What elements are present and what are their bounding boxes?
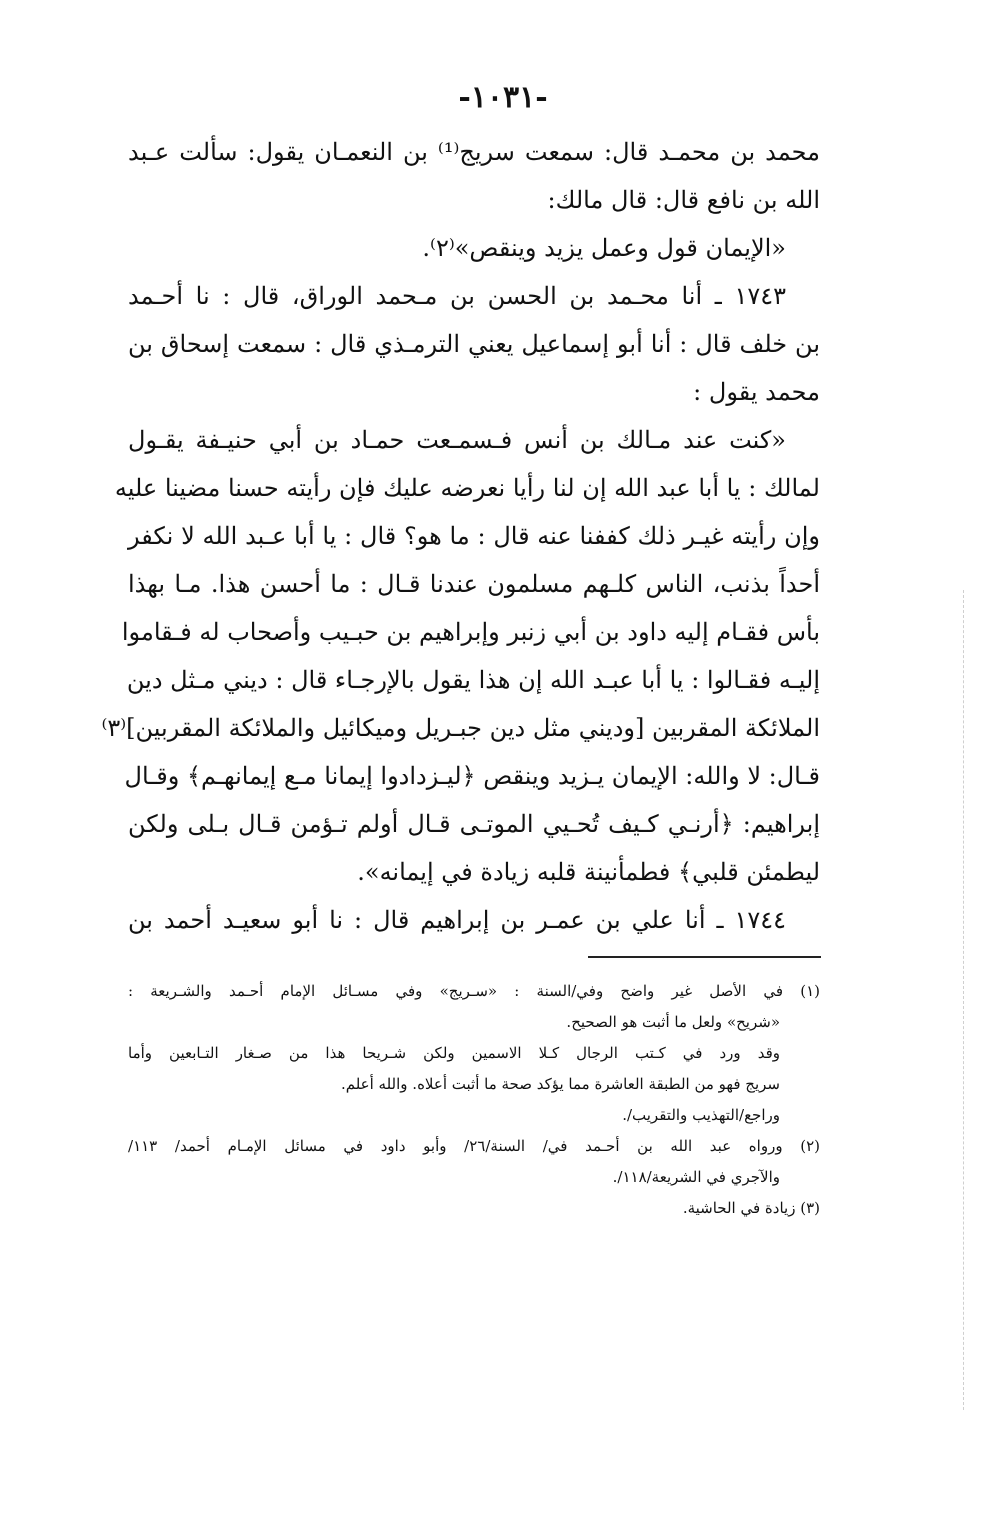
footnote-line: سريج فهو من الطبقة العاشرة مما يؤكد صحة ما أثبت أعلاه. والله أعلم. — [340, 1075, 780, 1093]
footnotes — [128, 976, 820, 1224]
text-line: «كنت عند مـالك بن أنس فـسمـعت حمـاد بن أبي حنيـفة يقـول — [128, 426, 786, 454]
footnote-line: «شريح» ولعل ما أثبت هو الصحيح. — [566, 1013, 780, 1031]
text-line: محمد يقول : — [693, 378, 820, 406]
text-line: وإن رأيته غيـر ذلك كففنا عنه قال : ما هو؟ قال : يا أبا عـبد الله لا نكفر — [128, 522, 820, 550]
text-line: أحداً بذنب، الناس كلـهم مسلمون عندنا قـال : ما أحسن هذا. مـا بهذا — [128, 570, 820, 598]
footnote-divider — [588, 956, 821, 958]
text-line: محمد بن محمـد قال: سمعت سريج⁽¹⁾ بن النعمـان يقول: سألت عـبد — [128, 138, 820, 166]
text-line: الله بن نافع قال: قال مالك: — [547, 186, 820, 214]
text-line: قـال: لا والله: الإيمان يـزيد وينقص ﴿ليـزدادوا إيمانا مـع إيمانهـم﴾ وقـال — [124, 762, 820, 790]
footnote-line: (١) في الأصل غير واضح وفي/السنة : «سـريج» وفي مسـائل الإمام أحـمد والشـريعة : — [128, 982, 820, 1000]
text-line: إليـه فقـالوا : يا أبا عبـد الله إن هذا يقول بالإرجـاء قال : ديني مـثل دين — [126, 666, 820, 694]
page-edge-line — [963, 590, 965, 1410]
text-line: لمالك : يا أبا عبد الله إن لنا رأيا نعرضه عليك فإن رأيته حسنا مضينا عليه — [114, 474, 820, 502]
text-line: ١٧٤٣ ـ أنا محـمد بن الحسن بن مـحمد الوراق، قال : نا أحـمد — [128, 282, 786, 310]
footnote-line: (٢) ورواه عبد الله بن أحـمد في/ السنة/٢٦/ وأبو داود في مسائل الإمـام أحمد/ ١١٣/ — [128, 1137, 820, 1155]
text-line: بن خلف قال : أنا أبو إسماعيل يعني الترمـذي قال : سمعت إسحاق بن — [128, 330, 820, 358]
footnote-line: (٣) زيادة في الحاشية. — [682, 1199, 820, 1217]
text-line: «الإيمان قول وعمل يزيد وينقص»⁽٢⁾. — [422, 234, 786, 262]
main-text — [101, 128, 820, 944]
page-number: -١٠٣١- — [458, 80, 548, 115]
text-line: الملائكة المقربين [وديني مثل دين جبـريل وميكائيل والملائكة المقربين]⁽٣⁾ — [101, 714, 820, 742]
text-line: ١٧٤٤ ـ أنا علي بن عمـر بن إبراهيم قال : نا أبو سعيـد أحمد بن — [128, 906, 786, 934]
footnote-line: والآجري في الشريعة/١١٨/. — [612, 1168, 780, 1186]
text-line: ليطمئن قلبي﴾ فطمأنينة قلبه زيادة في إيمانه». — [357, 858, 820, 886]
text-line: إبراهيم: ﴿أرنـي كـيف تُحـيي الموتـى قـال أولم تـؤمن قـال بـلى ولكن — [128, 810, 820, 838]
text-line: بأس فقـام إليه داود بن أبي زنبر وإبراهيم بن حبـيب وأصحاب له فـقاموا — [121, 618, 820, 646]
footnote-line: وراجع/التهذيب والتقريب/. — [622, 1106, 780, 1124]
footnote-line: وقد ورد في كـتب الرجال كـلا الاسمين ولكن شـريحا هذا من صـغار التـابعين وأما — [128, 1044, 780, 1062]
